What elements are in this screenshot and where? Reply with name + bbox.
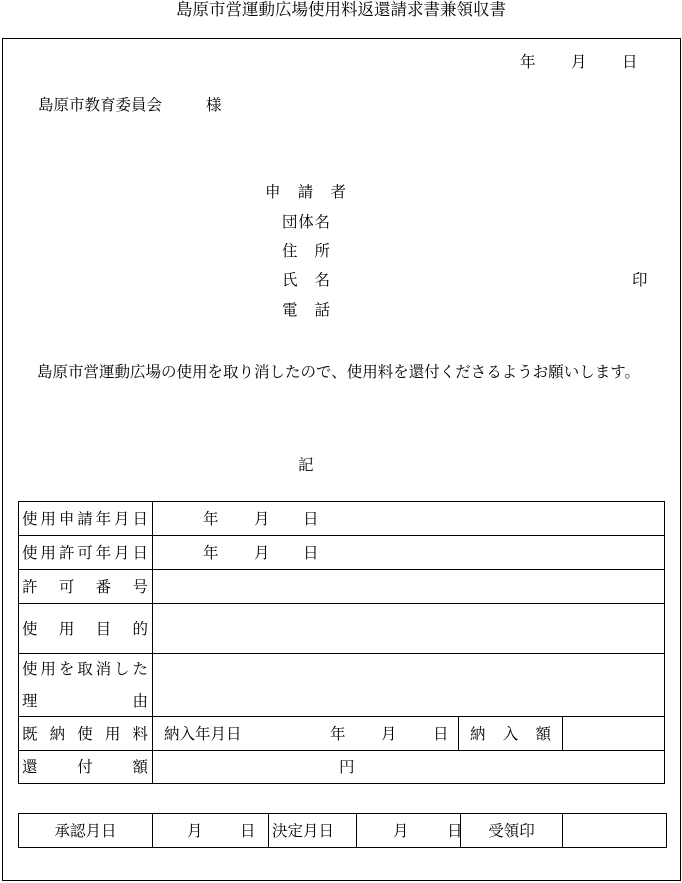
label-char: し <box>114 660 130 678</box>
purpose-label <box>19 619 152 639</box>
address-label <box>282 241 330 261</box>
label-char: 還 <box>22 758 38 776</box>
purpose-value-cell <box>152 603 665 654</box>
label-char: 住 <box>282 242 298 260</box>
label-char: 入 <box>502 724 519 743</box>
month-label: 月 <box>254 543 270 562</box>
label-char: 使 <box>77 724 93 743</box>
label-char: 目 <box>95 619 112 638</box>
label-char: 由 <box>132 692 148 710</box>
phone-label <box>282 300 330 320</box>
day-label: 日 <box>303 509 319 528</box>
label-char: 団 <box>282 213 298 231</box>
label-char: 年 <box>95 509 112 528</box>
label-char: 月 <box>114 509 130 528</box>
day-label: 日 <box>622 53 638 71</box>
label-char: 使 <box>22 543 38 562</box>
label-char: 額 <box>132 758 148 776</box>
year-label: 年 <box>330 724 346 743</box>
label-char: 使 <box>22 509 38 528</box>
payment-amount-label-cell <box>458 716 563 751</box>
decision-date-value-cell <box>356 813 461 848</box>
label-char: 許 <box>22 577 38 596</box>
permit-number-label <box>19 577 152 597</box>
cancellation-reason-label-line1 <box>19 653 152 685</box>
label-char: 話 <box>314 301 330 319</box>
decision-date-label: 決定月日 <box>272 821 335 840</box>
label-char: 名 <box>314 271 330 289</box>
label-char: 納 <box>470 724 486 743</box>
label-char: 日 <box>132 543 148 562</box>
refund-amount-value-cell <box>152 750 665 784</box>
applicant-heading <box>265 182 346 202</box>
approval-date-value-cell <box>152 813 269 848</box>
payment-date-cell <box>152 716 459 751</box>
label-char: 年 <box>95 543 112 562</box>
label-char: 番 <box>95 577 112 596</box>
label-char: 使 <box>22 619 38 638</box>
paid-fee-label-cell <box>18 716 153 751</box>
decision-date-label-cell <box>268 813 357 848</box>
year-label: 年 <box>203 543 219 562</box>
label-char: 体 <box>298 213 314 231</box>
label-char: 理 <box>22 692 38 710</box>
label-char: 可 <box>77 543 93 562</box>
year-label: 年 <box>520 53 536 71</box>
label-char: 額 <box>535 724 551 743</box>
label-char: 使 <box>22 660 38 678</box>
label-char: 納 <box>49 724 66 743</box>
application-date-label <box>19 509 152 529</box>
receipt-seal-value-cell <box>562 813 667 848</box>
label-char: 可 <box>58 577 75 596</box>
permission-date-value-cell <box>152 535 665 570</box>
label-char: 名 <box>314 213 330 231</box>
addressee-honorific: 様 <box>206 96 222 114</box>
label-char: 号 <box>132 577 148 596</box>
month-label: 月 <box>381 724 397 743</box>
addressee-name: 島原市教育委員会 <box>38 96 163 114</box>
cancellation-reason-label-cell <box>18 653 153 717</box>
payment-amount-value-cell <box>562 716 665 751</box>
label-char: 者 <box>330 183 346 201</box>
label-char: 月 <box>114 543 130 562</box>
label-char: 用 <box>58 619 75 638</box>
request-sentence: 島原市営運動広場の使用を取り消したので、使用料を還付くださるようお願いします。 <box>37 363 640 381</box>
permission-date-label <box>19 543 152 563</box>
label-char: 取 <box>77 660 93 678</box>
approval-date-label-cell <box>18 813 153 848</box>
month-label: 月 <box>254 509 270 528</box>
label-char: 申 <box>58 509 75 528</box>
payment-date-label: 納入年月日 <box>164 724 242 743</box>
day-label: 日 <box>240 821 256 840</box>
label-char: 用 <box>104 724 121 743</box>
label-char: 用 <box>40 660 56 678</box>
label-char: 許 <box>58 543 75 562</box>
refund-amount-label-cell <box>18 750 153 784</box>
cancellation-reason-label-line2 <box>19 685 152 717</box>
month-label: 月 <box>393 821 409 840</box>
permit-number-label-cell <box>18 569 153 604</box>
ki-heading: 記 <box>298 456 314 474</box>
label-char: 的 <box>132 619 148 638</box>
form-title: 島原市営運動広場使用料返還請求書兼領収書 <box>176 0 506 19</box>
label-char: 氏 <box>282 271 298 289</box>
label-char: 用 <box>40 509 56 528</box>
day-label: 日 <box>433 724 449 743</box>
application-date-label-cell <box>18 501 153 536</box>
month-label: 月 <box>187 821 203 840</box>
label-char: 所 <box>314 242 330 260</box>
currency-yen: 円 <box>339 758 355 776</box>
receipt-seal-label-cell <box>460 813 563 848</box>
label-char: 消 <box>95 660 112 678</box>
label-char: 申 <box>265 183 281 201</box>
payment-amount-label <box>459 724 562 744</box>
permission-date-label-cell <box>18 535 153 570</box>
receipt-seal-label: 受領印 <box>488 821 535 840</box>
application-date-value-cell <box>152 501 665 536</box>
label-char: 付 <box>77 758 93 776</box>
paid-fee-label <box>19 724 152 744</box>
label-char: 料 <box>132 724 148 743</box>
seal-mark: 印 <box>632 271 648 289</box>
purpose-label-cell <box>18 603 153 654</box>
approval-date-label: 承認月日 <box>54 821 117 840</box>
label-char: 請 <box>297 183 314 201</box>
day-label: 日 <box>303 543 319 562</box>
permit-number-value-cell <box>152 569 665 604</box>
label-char: 請 <box>77 509 93 528</box>
label-char: 日 <box>132 509 148 528</box>
name-label <box>282 270 330 290</box>
label-char: を <box>58 660 75 678</box>
label-char: た <box>132 660 148 678</box>
label-char: 用 <box>40 543 56 562</box>
label-char: 電 <box>282 301 298 319</box>
year-label: 年 <box>203 509 219 528</box>
refund-amount-label <box>19 757 152 777</box>
cancellation-reason-value-cell <box>152 653 665 717</box>
label-char: 既 <box>22 724 38 743</box>
month-label: 月 <box>571 53 587 71</box>
cancellation-reason-label <box>19 654 152 716</box>
organization-label <box>282 212 330 232</box>
day-label: 日 <box>447 821 463 840</box>
